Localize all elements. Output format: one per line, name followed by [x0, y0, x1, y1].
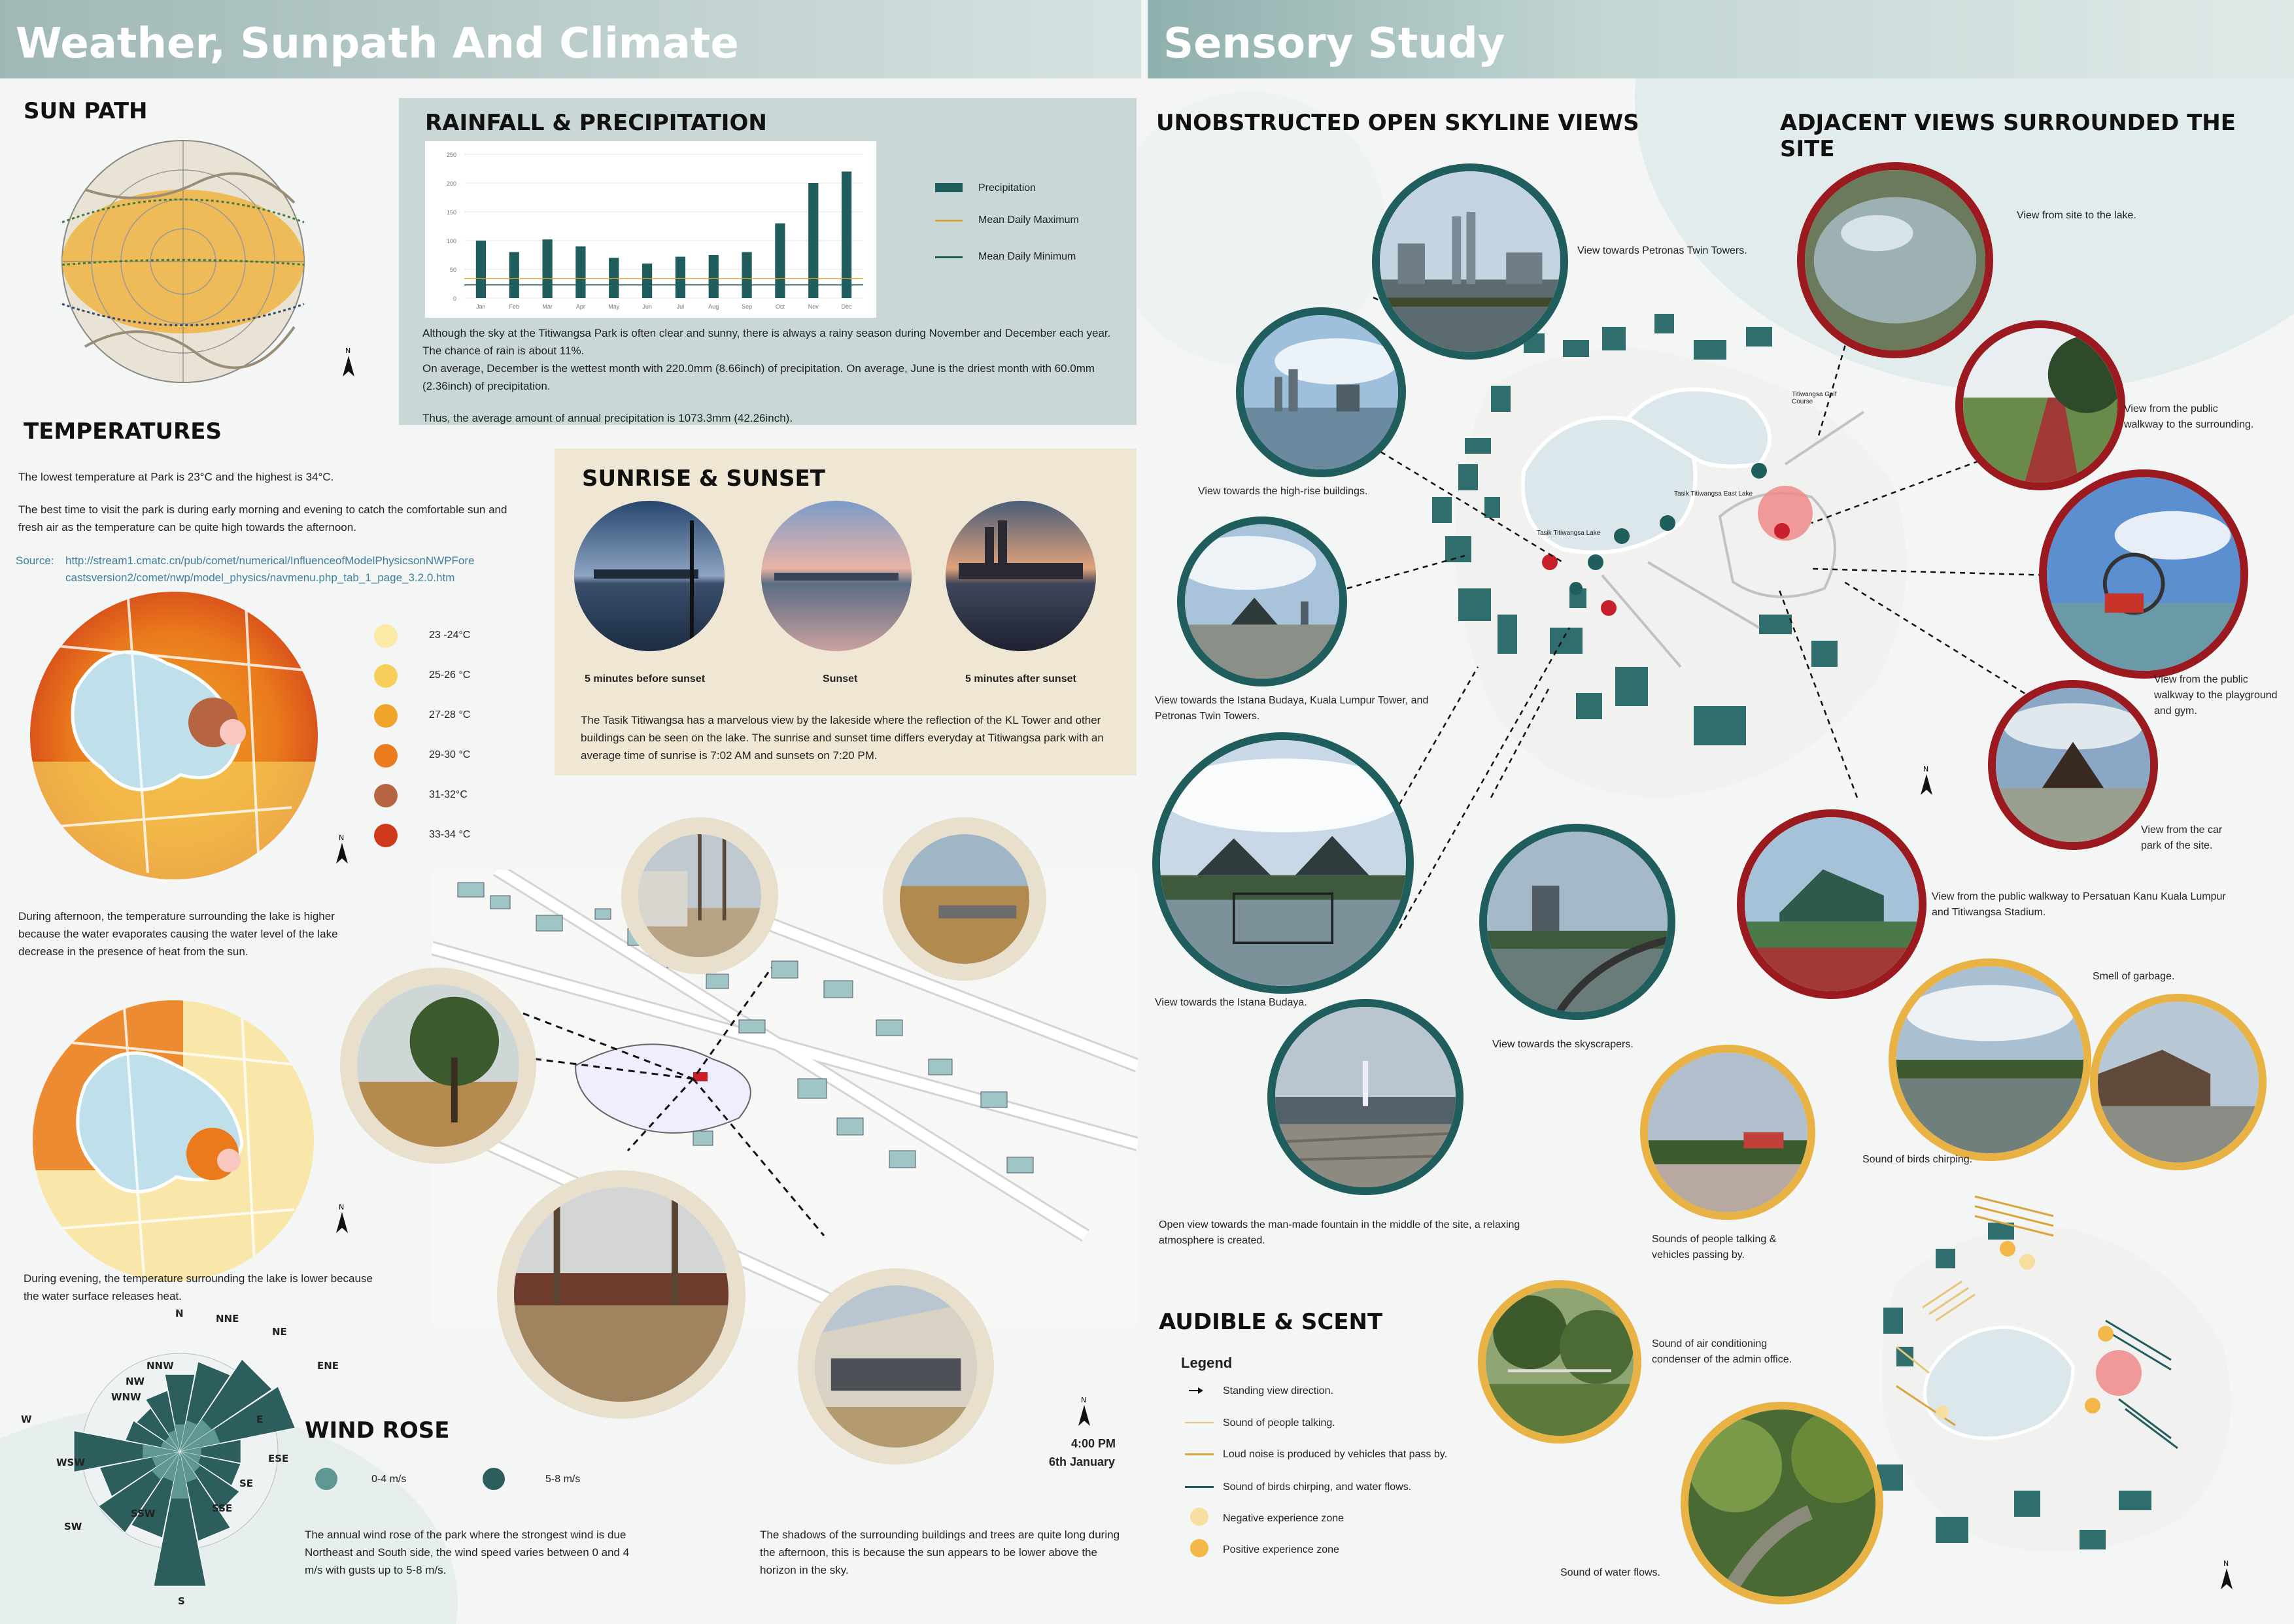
legend-precipitation-label: Precipitation [978, 182, 1036, 194]
caption-istana-all: View towards the Istana Budaya, Kuala Lumpur Tower, and Petronas Twin Towers. [1155, 695, 1429, 722]
temperatures-heading: TEMPERATURES [24, 418, 222, 445]
rainfall-panel [399, 98, 1137, 425]
y-tick-label: 200 [446, 180, 456, 187]
legend-title: Legend [1181, 1355, 1233, 1371]
caption-garbage: Smell of garbage. [2093, 971, 2175, 982]
legend-max-swatch [935, 220, 963, 222]
shadow-photo-2 [883, 817, 1046, 981]
caption-istana: View towards the Istana Budaya. [1155, 997, 1307, 1008]
photo-carpark-view [1988, 680, 2158, 850]
shadow-photo-4 [497, 1170, 745, 1419]
x-tick-label: Feb [509, 303, 520, 310]
x-tick-label: Oct [775, 303, 785, 310]
caption-highrise: View towards the high-rise buildings. [1198, 486, 1368, 497]
photo-istana-view [1152, 732, 1414, 994]
legend-label-31-32: 31-32°C [429, 789, 468, 800]
caption-lake: View from site to the lake. [2017, 210, 2136, 221]
wind-dir-nw: NW [126, 1376, 145, 1387]
sun-path-heading: SUN PATH [24, 98, 148, 124]
legend-dot-31-32 [374, 784, 398, 807]
source-url-line-1[interactable]: http://stream1.cmatc.cn/pub/comet/numerical/InfluenceofModelPhysicsonNWPFore [65, 554, 475, 567]
evening-temperature-text: During evening, the temperature surrounding the lake is lower because the water surface releases heat. [24, 1272, 373, 1302]
precipitation-bar [842, 171, 851, 298]
precipitation-bar [575, 246, 585, 298]
svg-text:N: N [1923, 765, 1929, 773]
x-tick-label: Nov [808, 303, 819, 310]
label-sunset: Sunset [823, 673, 858, 685]
north-arrow-icon [340, 347, 357, 379]
legend-arrow-icon [1189, 1386, 1203, 1395]
site-map-audible [1857, 1177, 2263, 1569]
wind-legend-dot-dark [483, 1468, 505, 1490]
photo-water [1681, 1402, 1883, 1604]
legend-precipitation-swatch [935, 183, 963, 192]
rainfall-paragraph-2: On average, December is the wettest month with 220.0mm (8.66inch) of precipitation. On average, June is the driest month with 60.0mm (2.36inch) of precipitation. [422, 362, 1095, 392]
legend-line-vehicles [1185, 1453, 1214, 1455]
label-after-sunset: 5 minutes after sunset [965, 673, 1076, 685]
photo-skyscrapers-view [1479, 824, 1675, 1020]
caption-skyscrapers: View towards the skyscrapers. [1492, 1039, 1634, 1050]
map-label-east-lake: Tasik Titiwangsa East Lake [1674, 490, 1753, 498]
photo-lake-view [1797, 162, 1993, 358]
photo-after-sunset [946, 501, 1096, 651]
audible-heading: AUDIBLE & SCENT [1159, 1309, 1383, 1335]
y-tick-label: 50 [449, 267, 456, 273]
precipitation-bar [709, 255, 719, 298]
wind-dir-s: S [178, 1595, 185, 1607]
sunrise-heading: SUNRISE & SUNSET [582, 465, 825, 492]
caption-carpark: View from the car park of the site. [2141, 824, 2223, 851]
legend-label-29-30: 29-30 °C [429, 749, 471, 760]
wind-paragraph: The annual wind rose of the park where the strongest wind is due Northeast and South side, the wind speed varies between 0 and 4 m/s with gusts up to 5-8 m/s. [305, 1529, 630, 1576]
north-arrow-icon [2218, 1559, 2235, 1592]
afternoon-heat-map [30, 592, 318, 879]
y-tick-label: 250 [446, 152, 456, 158]
rainfall-paragraph-3: Thus, the average amount of annual precipitation is 1073.3mm (42.26inch). [422, 412, 793, 424]
wind-dir-nnw: NNW [146, 1360, 174, 1372]
legend-dot-29-30 [374, 744, 398, 768]
photo-highrise-view [1236, 307, 1406, 477]
map-label-golf-course: Titiwangsa Golf Course [1792, 391, 1837, 405]
legend-label-23-24: 23 -24°C [429, 630, 471, 641]
x-tick-label: Aug [708, 303, 719, 310]
y-tick-label: 150 [446, 209, 456, 216]
wind-dir-n: N [175, 1308, 184, 1319]
x-tick-label: Jun [642, 303, 652, 310]
svg-text:N: N [345, 347, 351, 355]
temperature-legend [366, 624, 497, 847]
photo-kanu-view [1737, 809, 1926, 999]
legend-max-label: Mean Daily Maximum [978, 214, 1079, 226]
caption-walkway: View from the public walkway to the surrounding. [2124, 403, 2254, 430]
photo-garbage [2090, 994, 2267, 1170]
legend-line-birds [1185, 1486, 1214, 1488]
wind-dir-wnw: WNW [111, 1391, 141, 1403]
photo-aircon [1478, 1280, 1641, 1444]
caption-birds: Sound of birds chirping. [1862, 1154, 1973, 1165]
legend-dot-positive [1190, 1539, 1208, 1557]
wind-dir-se: SE [239, 1478, 254, 1489]
caption-petronas: View towards Petronas Twin Towers. [1577, 245, 1747, 256]
wind-dir-ene: ENE [317, 1360, 339, 1372]
map-label-lake: Tasik Titiwangsa Lake [1537, 530, 1601, 537]
sunrise-panel [555, 448, 1137, 775]
photo-playground-view [2039, 469, 2248, 679]
afternoon-temperature-text: During afternoon, the temperature surrounding the lake is higher because the water evaporates causing the water level of the lake decrease in the presence of heat from the sun. [18, 910, 338, 958]
caption-water: Sound of water flows. [1560, 1567, 1660, 1578]
precipitation-bar [642, 263, 652, 298]
legend-label-positive: Positive experience zone [1223, 1544, 1339, 1555]
source-label: Source: [16, 554, 54, 567]
photo-istana-all-view [1177, 516, 1347, 686]
rainfall-heading: RAINFALL & PRECIPITATION [425, 110, 767, 136]
north-arrow-icon [334, 1203, 351, 1236]
evening-heat-map [33, 1000, 314, 1281]
photo-petronas-view [1372, 163, 1568, 360]
wind-dir-w: W [21, 1413, 32, 1425]
shadow-photo-3 [340, 968, 536, 1164]
views-heading-left: UNOBSTRUCTED OPEN SKYLINE VIEWS [1156, 110, 1639, 136]
caption-aircon: Sound of air conditioning condenser of the admin office. [1652, 1338, 1792, 1365]
legend-dot-33-34 [374, 824, 398, 847]
sun-path-diagram [46, 131, 320, 392]
rainfall-chart [425, 141, 876, 318]
wind-rose-heading: WIND ROSE [305, 1417, 450, 1444]
precipitation-bar [775, 224, 785, 298]
precipitation-bar [808, 183, 818, 298]
photo-people [1640, 1045, 1815, 1220]
shadow-photo-5 [798, 1268, 994, 1464]
north-arrow-icon [334, 834, 351, 866]
views-heading-right: ADJACENT VIEWS SURROUNDED THE SITE [1780, 110, 2236, 162]
precipitation-bar [676, 257, 685, 298]
legend-label-view-direction: Standing view direction. [1223, 1385, 1333, 1396]
label-before-sunset: 5 minutes before sunset [585, 673, 706, 685]
left-title: Weather, Sunpath And Climate [16, 20, 739, 68]
svg-text:N: N [339, 834, 345, 842]
legend-dot-27-28 [374, 704, 398, 728]
wind-dir-ssw: SSW [131, 1508, 156, 1519]
legend-label-birds: Sound of birds chirping, and water flows. [1223, 1481, 1412, 1493]
legend-dot-negative [1190, 1508, 1208, 1526]
wind-dir-e: E [256, 1413, 264, 1425]
caption-fountain: Open view towards the man-made fountain in the middle of the site, a relaxing atmosphere is created. [1159, 1219, 1520, 1246]
photo-before-sunset [574, 501, 725, 651]
photo-birds [1889, 958, 2091, 1161]
rainfall-paragraph-1: Although the sky at the Titiwangsa Park is often clear and sunny, there is always a rainy season during November and December each year. The chance of rain is about 11%. [422, 327, 1111, 357]
precipitation-bar [509, 252, 519, 298]
x-tick-label: Jan [476, 303, 486, 310]
photo-sunset [761, 501, 912, 651]
legend-label-negative: Negative experience zone [1223, 1513, 1344, 1524]
right-title: Sensory Study [1163, 20, 1505, 68]
svg-text:N: N [2223, 1559, 2229, 1568]
legend-label-33-34: 33-34 °C [429, 829, 471, 840]
shadow-date: 6th January [1049, 1455, 1116, 1468]
legend-label-people: Sound of people talking. [1223, 1417, 1335, 1429]
wind-dir-wsw: WSW [56, 1457, 85, 1468]
svg-text:N: N [1081, 1396, 1087, 1404]
x-tick-label: May [608, 303, 620, 310]
legend-label-vehicles: Loud noise is produced by vehicles that pass by. [1223, 1449, 1448, 1460]
wind-legend-dot-light [315, 1468, 337, 1490]
temperatures-paragraph-2: The best time to visit the park is during early morning and evening to catch the comfortable sun and fresh air as the temperature can be quite high towards the afternoon. [18, 503, 507, 533]
legend-min-label: Mean Daily Minimum [978, 251, 1076, 262]
svg-text:N: N [339, 1203, 345, 1211]
x-tick-label: Sep [742, 303, 753, 310]
wind-dir-nne: NNE [216, 1313, 239, 1325]
legend-dot-25-26 [374, 664, 398, 688]
wind-dir-ese: ESE [268, 1453, 289, 1464]
caption-people: Sounds of people talking & vehicles passing by. [1652, 1234, 1777, 1260]
photo-fountain-view [1267, 999, 1464, 1195]
right-title-banner [1148, 0, 2294, 78]
wind-legend-label-dark: 5-8 m/s [545, 1474, 581, 1485]
legend-dot-23-24 [374, 624, 398, 648]
caption-playground: View from the public walkway to the playground and gym. [2154, 674, 2278, 717]
wind-dir-sse: SSE [212, 1502, 233, 1514]
wind-dir-sw: SW [64, 1521, 82, 1532]
wind-rose-diagram [21, 1308, 339, 1615]
y-tick-label: 100 [446, 238, 456, 245]
wind-legend-label-light: 0-4 m/s [371, 1474, 407, 1485]
y-tick-label: 0 [453, 296, 456, 302]
precipitation-bar [542, 239, 552, 298]
left-title-banner [0, 0, 1141, 78]
legend-line-people [1185, 1422, 1214, 1423]
precipitation-bar [609, 258, 619, 298]
precipitation-bar [742, 252, 751, 298]
x-tick-label: Apr [575, 303, 585, 310]
x-tick-label: Mar [542, 303, 553, 310]
precipitation-bar [476, 241, 486, 298]
caption-kanu: View from the public walkway to Persatuan Kanu Kuala Lumpur and Titiwangsa Stadium. [1932, 891, 2226, 918]
wind-dir-ne: NE [272, 1326, 287, 1338]
legend-label-27-28: 27-28 °C [429, 709, 471, 720]
legend-min-swatch [935, 256, 963, 258]
rainfall-bar-chart [425, 141, 876, 318]
source-url-line-2[interactable]: castsversion2/comet/nwp/model_physics/navmenu.php_tab_1_page_3.2.0.htm [65, 571, 455, 584]
sunrise-paragraph: The Tasik Titiwangsa has a marvelous view by the lakeside where the reflection of the KL Tower and other buildings can be seen on the lake. The sunrise and sunset time differs everyday at Titiwangsa park with an average time of sunrise is 7:02 AM and sunsets on 7:20 PM. [581, 714, 1104, 762]
legend-label-25-26: 25-26 °C [429, 669, 471, 681]
shadow-paragraph: The shadows of the surrounding buildings and trees are quite long during the afternoon, this is because the sun appears to be lower above the horizon in the sky. [760, 1529, 1120, 1576]
photo-walkway-view [1955, 320, 2125, 490]
x-tick-label: Dec [841, 303, 852, 310]
temperatures-paragraph-1: The lowest temperature at Park is 23°C and the highest is 34°C. [18, 471, 334, 483]
x-tick-label: Jul [676, 303, 685, 310]
shadow-time: 4:00 PM [1071, 1437, 1116, 1450]
shadow-photo-1 [621, 817, 778, 974]
north-arrow-icon [1076, 1396, 1093, 1429]
